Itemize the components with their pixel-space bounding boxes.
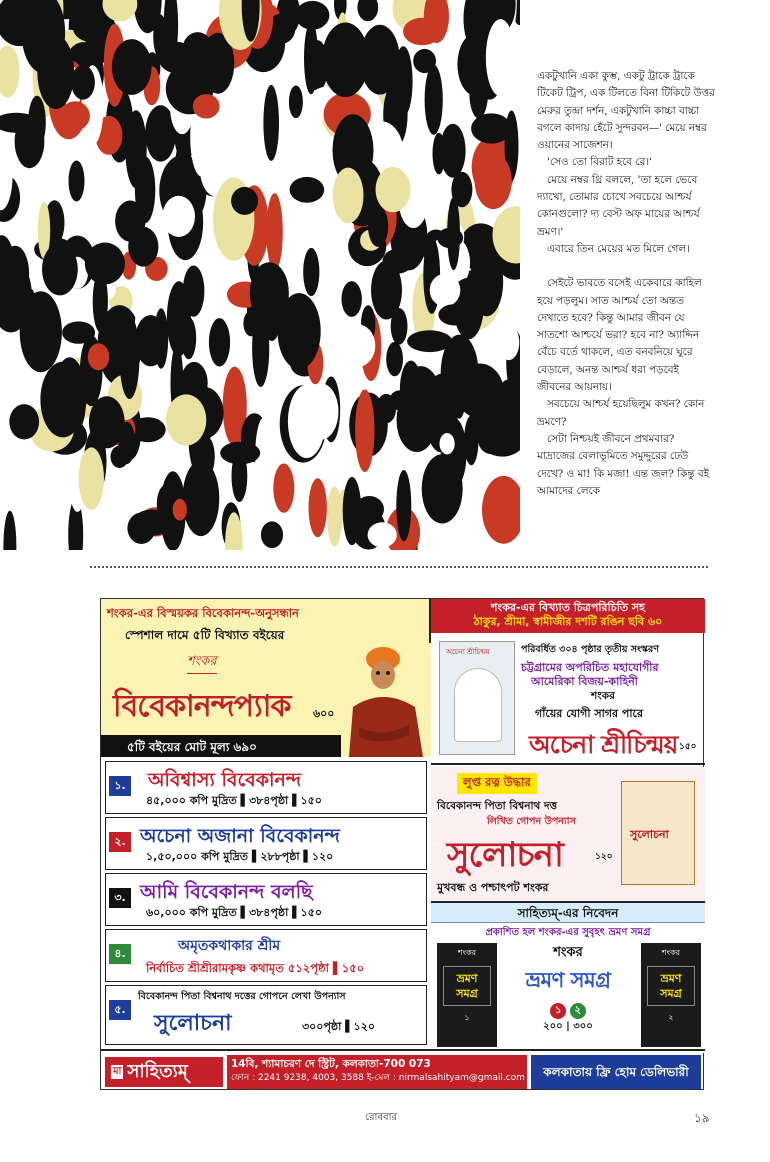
article-column <box>537 68 715 500</box>
contact-line: ফোন : 2241 9238, 4003, 3588 ই-মেল : nirmalsahityam@gmail.com <box>231 1073 525 1083</box>
chinmoy-author: শংকর <box>591 690 615 702</box>
book-meta: ৪৫,০০০ কপি মুদ্রিত ▌৩৮৪পৃষ্ঠা ▌১৫০ <box>146 794 322 807</box>
cover-author: শংকর <box>457 948 477 957</box>
art-blotch <box>166 394 206 445</box>
art-blotch <box>327 486 342 546</box>
bhraman-header: সাহিত্যম্-এর নিবেদন <box>431 903 705 923</box>
publisher-address <box>227 1055 527 1089</box>
srichinmoy-book-cover <box>439 641 515 755</box>
book-meta: নির্বাচিত শ্রীশ্রীরামকৃষ্ণ কথামৃত ৫১২পৃষ্ঠা ▌১৫০ <box>146 961 365 975</box>
chinmoy-price: ১৫০ <box>679 742 697 752</box>
achena-srichinmoy-panel <box>431 599 705 765</box>
book-row-5 <box>105 985 427 1045</box>
book-meta: ১,৫০,০০০ কপি মুদ্রিত ▌২৮৮পৃষ্ঠা ▌১২০ <box>146 850 334 863</box>
pack-subheadline: স্পেশাল দামে ৫টি বিখ্যাত বইয়ের <box>125 628 285 642</box>
art-blotch <box>79 447 104 509</box>
art-blotch <box>127 513 155 544</box>
art-blotch <box>355 496 384 523</box>
art-blotch <box>470 247 503 316</box>
art-blotch <box>333 168 364 224</box>
art-blotch <box>289 86 303 119</box>
chinmoy-tagline-2: আমেরিকা বিজয়-কাহিনী <box>531 675 638 688</box>
book-row-3 <box>105 873 427 926</box>
cover-title: ভ্রমণ সমগ্র <box>443 966 491 1006</box>
art-blotch <box>339 324 375 367</box>
author-signature: শংকর <box>187 652 217 674</box>
bhraman-title: ভ্রমণ সমগ্র <box>525 967 611 992</box>
bhraman-center <box>495 943 641 1036</box>
book-row-4 <box>105 929 427 982</box>
sulochana-panel <box>431 767 705 903</box>
sulochana-title: সুলোচনা <box>447 835 563 875</box>
dotted-divider <box>90 566 708 568</box>
sulochana-tag: লুপ্ত রত্ন উদ্ধার <box>457 773 537 794</box>
book-title: আমি বিবেকানন্দ বলছি <box>140 881 313 903</box>
logo-text: সাহিত্যম্ <box>127 1061 188 1082</box>
art-blotch <box>386 342 403 376</box>
bhraman-author: শংকর <box>553 945 583 960</box>
article-paragraph: সেটা নিশ্চয়ই জীবনে প্রথমবার? মাদ্রাজের বেলাভূমিতে সমুদ্দুরের ঢেউ দেখে? ও মা! কি মজা! এন্ত জল? কিন্তু বই আমাদের লেকে <box>537 432 710 497</box>
chinmoy-title: অচেনা শ্রীচিন্ময় <box>529 730 678 759</box>
book-cover-figure <box>454 668 502 742</box>
book-number: ২. <box>109 832 131 852</box>
art-blotch <box>355 389 374 472</box>
art-blotch <box>120 316 140 399</box>
chinmoy-tagline-3: গাঁয়ের যোগী সাগর পারে <box>535 707 644 720</box>
art-blotch <box>290 177 325 203</box>
bhraman-cover-vol2 <box>641 943 701 1047</box>
art-blotch <box>303 383 339 440</box>
book-meta: ৬০,০০০ কপি মুদ্রিত ▌৩৮৪পৃষ্ঠা ▌১৫০ <box>146 906 322 919</box>
art-blotch <box>304 22 318 94</box>
art-blotch <box>391 308 408 345</box>
book-cover-title: অচেনা শ্রীচিন্ময় <box>446 648 490 656</box>
art-blotch <box>486 19 515 96</box>
art-blotch <box>71 65 95 100</box>
edition-note: পরিবর্ধিত ৩০৪ পৃষ্ঠার তৃতীয় সংস্করণ <box>521 644 659 655</box>
art-blotch <box>173 499 187 521</box>
bhraman-prices: ২০০ | ৩০০ <box>543 1021 593 1032</box>
art-blotch <box>243 311 258 337</box>
cover-volume: ২ <box>668 1013 674 1022</box>
book-meta: ৩০০পৃষ্ঠা ▌১২০ <box>302 1020 376 1033</box>
book-title: অচেনা অজানা বিবেকানন্দ <box>140 825 340 847</box>
art-blotch <box>37 35 74 109</box>
book-title: অমৃতকথাকার শ্রীম <box>178 938 281 954</box>
article-paragraph: সেইটে ভাবতে বসেই একেবারে কাহিল হয়ে পড়লুম। সাত আশ্চর্য তো অন্তত দেখাতে হবে? কিন্তু আমার জীবন যে সাতশো আশ্চর্যে ভরা? হবে না? অ্যাদ্দিন বেঁচে বর্তে থাকলে, এত বনবনিয়ে ঘুরে বেড়ালে, অনন্ত আশ্চর্য ধরা পড়বেই জীবনের আয়নায়। <box>537 277 702 394</box>
art-blotch <box>425 65 443 135</box>
cover-volume: ১ <box>464 1013 470 1022</box>
art-blotch <box>231 187 258 215</box>
article-paragraph: মেয়ে নম্বর থ্রি বললে, 'তা হলে ভেবে দ্যাখো, তোমার চোখে সবচেয়ে আশ্চর্য কোনগুলো? দ্য বেস্ট অফ মায়ের আশ্চর্য ভ্রমণ।' <box>537 173 700 238</box>
bhraman-subheader: প্রকাশিত হল শংকর-এর সুবৃহৎ ভ্রমণ সমগ্র <box>485 927 651 938</box>
art-blotch <box>266 193 282 271</box>
art-blotch <box>368 206 388 247</box>
art-blotch <box>60 101 90 130</box>
art-blotch <box>471 113 512 143</box>
art-blotch <box>440 433 455 454</box>
art-blotch <box>183 266 205 317</box>
pack-price: ৬০০ <box>313 707 335 720</box>
book-title: সুলোচনা <box>154 1010 232 1036</box>
art-blotch <box>357 0 378 21</box>
art-blotch <box>1 284 35 307</box>
art-blotch <box>181 317 196 359</box>
vivekananda-pack-panel <box>101 599 431 757</box>
art-blotch <box>118 422 135 464</box>
art-blotch <box>193 94 220 118</box>
art-blotch <box>368 522 397 547</box>
art-blotch <box>407 330 452 352</box>
vivekananda-portrait <box>339 643 431 757</box>
book-subtitle: বিবেকানন্দ পিতা বিশ্বনাথ দত্তের গোপনে লেখা উপন্যাস <box>138 991 346 1002</box>
art-blotch <box>125 110 146 188</box>
book-title: অবিশ্বাস্য বিবেকানন্দ <box>148 769 302 791</box>
art-blotch <box>3 511 16 550</box>
pack-headline: শংকর-এর বিস্ময়কর বিবেকানন্দ-অনুসন্ধান <box>107 606 299 620</box>
publisher-footer <box>101 1049 705 1091</box>
art-blotch <box>342 281 362 317</box>
article-paragraph: সবচেয়ে আশ্চর্য হয়েছিলুম কখন? কোন ভ্রমণে? <box>537 398 705 428</box>
sulochana-cover-title: সুলোচনা <box>630 828 669 841</box>
book-number: ১. <box>109 776 131 796</box>
book-advertisement <box>100 598 704 1090</box>
pictures-banner-line1: শংকর-এর বিখ্যাত চিত্রপরিচিতি সহ <box>491 601 645 614</box>
bhraman-samagra-panel <box>431 903 705 1053</box>
art-blotch <box>482 476 520 544</box>
address-line: 14বি, শ্যামাচরণ দে স্ট্রিট, কলকাতা-700 073 <box>231 1058 431 1070</box>
volume-1-badge: ১ <box>550 1003 566 1019</box>
art-blotch <box>336 126 364 159</box>
art-blotch <box>430 274 461 307</box>
art-blotch <box>322 23 369 98</box>
art-blotch <box>376 167 411 212</box>
art-blotch <box>475 153 512 209</box>
article-paragraph: এবারে তিন মেয়ের মত মিলে গেল। <box>547 242 690 255</box>
art-blotch <box>209 318 230 366</box>
art-blotch <box>42 243 78 295</box>
sulochana-line1: বিবেকানন্দ পিতা বিশ্বনাথ দত্ত <box>437 800 557 812</box>
artwork-canvas <box>0 0 520 550</box>
abstract-artwork <box>0 0 520 550</box>
article-paragraph: 'সেও তো বিরাট হবে রে।' <box>547 156 652 169</box>
book-row-1 <box>105 761 427 814</box>
pictures-banner-line2: ঠাকুর, শ্রীমা, স্বামীজীর দশটি রঙিন ছবি ৬০ <box>473 615 663 628</box>
art-blotch <box>394 46 413 116</box>
art-blotch <box>456 364 504 419</box>
bhraman-cover-vol1 <box>437 943 497 1047</box>
article-paragraph: একটুখানি একা কুম্ভ, একটু ট্রাকে ট্রাকে টিকেট ট্রিপ, এক টিলতে বিনা টিকিটে উত্তর মেরুর তুন্দ্রা দর্শন, একটুখানি কাচ্চা বাচ্চা বগলে কাদায় হেঁটে সুন্দরবন—' মেয়ে নম্বর ওয়ানের সাজেশন। <box>537 70 715 152</box>
art-blotch <box>498 325 519 360</box>
art-blotch <box>440 124 466 178</box>
art-blotch <box>303 248 319 296</box>
art-blotch <box>261 521 283 548</box>
book-number: ৫. <box>109 1000 131 1020</box>
art-blotch <box>128 227 158 267</box>
art-blotch <box>438 304 470 325</box>
sulochana-line2: লিখিত গোপন উপন্যাস <box>487 816 576 827</box>
cover-author: শংকর <box>661 948 681 957</box>
pictures-banner <box>431 599 705 633</box>
art-blotch <box>383 249 413 274</box>
art-blotch <box>9 404 39 439</box>
pack-title: বিবেকানন্দপ্যাক <box>113 689 291 724</box>
book-list <box>101 759 431 1049</box>
book-row-2 <box>105 817 427 870</box>
art-blotch <box>62 321 95 343</box>
art-blotch <box>437 228 463 248</box>
art-blotch <box>162 196 195 237</box>
book-number: ৩. <box>109 888 131 908</box>
chinmoy-tagline-1: চট্টগ্রামের অপরিচিত মহাযোগীর <box>521 661 659 674</box>
art-blotch <box>422 454 463 523</box>
art-blotch <box>0 45 19 97</box>
volume-2-badge: ২ <box>570 1003 586 1019</box>
art-blotch <box>389 390 411 410</box>
free-delivery-banner: কলকাতায় ফ্রি হোম ডেলিভারী <box>531 1055 701 1089</box>
sulochana-price: ১২০ <box>595 852 613 862</box>
art-blotch <box>85 243 125 285</box>
bhraman-volumes <box>495 1003 641 1036</box>
publisher-logo <box>105 1057 223 1087</box>
art-blotch <box>220 442 260 465</box>
art-blotch <box>309 478 327 537</box>
logo-mark: মা <box>113 1066 122 1077</box>
art-blotch <box>69 161 85 202</box>
sulochana-book-cover <box>621 781 695 885</box>
art-blotch <box>396 470 411 541</box>
pack-total-price-bar: ৫টি বইয়ের মোট মূল্য ৬৯০ <box>101 735 341 757</box>
sulochana-line3: মুখবন্ধ ও পশ্চাৎপট শংকর <box>437 881 549 894</box>
art-blotch <box>273 464 294 513</box>
art-blotch <box>88 343 109 370</box>
page-number: ১৯ <box>694 1111 710 1125</box>
book-number: ৪. <box>109 944 131 964</box>
cover-title: ভ্রমণ সমগ্র <box>647 966 695 1006</box>
page-day: রোববার <box>365 1112 397 1123</box>
art-blotch <box>112 39 152 95</box>
art-blotch <box>40 362 85 438</box>
art-blotch <box>263 85 279 161</box>
